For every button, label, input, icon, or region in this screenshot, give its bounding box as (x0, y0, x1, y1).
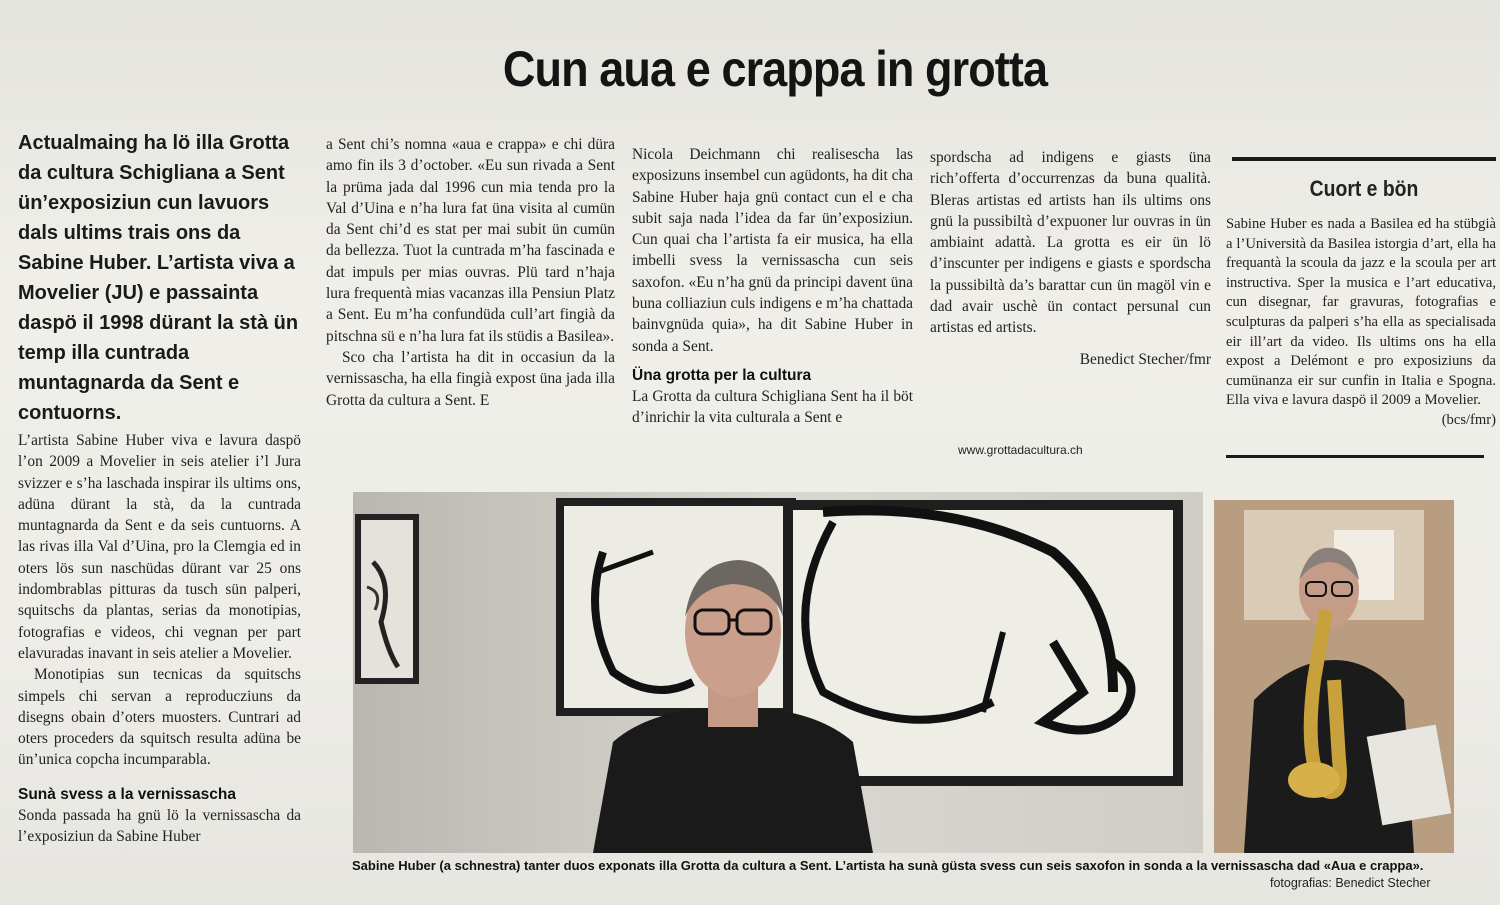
article-column-2 (326, 134, 615, 411)
main-photo (353, 492, 1203, 853)
paragraph: Nicola Deichmann chi realisescha las exposizuns insembel cun agüdonts, ha dit cha Sabine Huber haja gnü contact cun el e cha subit saja nada l’idea da far ün’exposiziun. Cun quai cha l’artista fa eir musica, ha ella imbelli svess la vernissascha cun seis saxofon. «Eu n’ha gnü da principi davent üna buna colliaziun culs indigens e m’ha chattada bainvgnüda quia», ha dit Sabine Huber in sonda a Sent. (632, 146, 913, 355)
paragraph: a Sent chi’s nomna «aua e crappa» e chi düra amo fin ils 3 d’october. «Eu sun rivada a Sent la prüma jada dal 1996 cun mia tenda pro la Val d’Uina e n’ha lura fat üna visita al cumün da Sent chi’d es stat per mai subit ün cumün da bellezza. Tuot la cuntrada m’ha fascinada e dat impuls per mias ouvras. Plü tard n’haja lura frequentà mias vacanzas illa Pensiun Platz a Sent. Eu m’ha confundüda cull’art fingià da pitschna sü e n’ha lura fat ils stüdis a Basilea». (326, 136, 615, 345)
paragraph: L’artista Sabine Huber viva e lavura daspö l’on 2009 a Movelier in seis atelier i’l Jura svizzer e s’ha laschada inspirar ils ultims ons, adüna dürant la stà, da la cuntrada muntagnarda da Sent e da seis cuntuorns. A las rivas illa Val d’Uina, pro la Clemgia ed in oters lös sun naschüdas dürant var 25 ons indombrablas pitturas da tusch sün palperi, squitschs da plantas, serias da monotipias, fotografias e videos, chi vegnan per part elavuradas inavant in seis atelier a Movelier. (18, 432, 301, 662)
paragraph: Sonda passada ha gnü lö la vernissascha da l’exposiziun da Sabine Huber (18, 806, 301, 846)
headline: Cun aua e crappa in grotta (502, 41, 1048, 97)
info-box-credit: (bcs/fmr) (1441, 411, 1496, 428)
photo-illustration (1214, 500, 1454, 853)
info-box-body: Sabine Huber es nada a Basilea ed ha stübgià a l’Università da Basilea istorgia d’art, ella ha frequantà la scoula da jazz e la scoula per art instructiva. Sper la musica e l’art educativa, cun disegnar, far gravuras, fotografias e sculpturas da palperi s’ha ella as specialisada eir ill’art da video. Ils ultims ons ha ella expost a Delémont e pro exposiziuns da cumünanza eir sur cunfin in Italia e Spogna. Ella viva e lavura daspö il 2009 a Movelier. (1226, 216, 1496, 409)
info-box-title: Cuort e bön (1309, 176, 1419, 201)
box-top-rule (1232, 157, 1496, 161)
article-column-4 (930, 147, 1211, 370)
lead-paragraph: Actualmaing ha lö illa Grotta da cultura Schigliana a Sent ün’exposiziun cun lavuors dals ultims trais ons da Sabine Huber. L’artista viva a Movelier (JU) e passainta daspö il 1998 dürant la stà ün temp illa cuntrada muntagnarda da Sent e contuorns. (18, 132, 299, 424)
paragraph: spordscha ad indigens e giasts üna rich’offerta d’occurrenzas da buna qualità. Bleras artistas ed artists han ils ultims ons gnü la pussibiltà d’expuoner lur ouvras in ün ambiaint adattà. La grotta es eir ün lö d’inscunter per indigens e giasts e spordscha la pussibiltà da’s barattar cun ün magöl vin e dad avair uschè ün contact persunal cun artistas ed artists. (930, 149, 1211, 337)
subheading: Üna grotta per la cultura (632, 366, 812, 384)
paragraph: La Grotta da cultura Schigliana Sent ha il böt d’inrichir la vita culturala a Sent e (632, 387, 913, 427)
photo-illustration (353, 492, 1203, 853)
author-signature: Benedict Stecher/fmr (1079, 350, 1211, 368)
paragraph: Sco cha l’artista ha dit in occasiun da la vernissascha, ha ella fingià expost üna jada illa Grotta da cultura a Sent. E (326, 348, 615, 409)
article-column-1 (18, 430, 301, 847)
paragraph: Monotipias sun tecnicas da squitschs simpels chi servan a reproducziuns da disegns obain d’oters muosters. Cuntrari ad oters proceders da squitsch resulta adüna be ün’unica copcha incumparabla. (18, 666, 301, 769)
photo-credit: fotografias: Benedict Stecher (1270, 876, 1431, 890)
article-column-3 (632, 144, 913, 429)
box-bottom-rule (1226, 455, 1484, 458)
info-box-text (1226, 215, 1496, 431)
photo-caption: Sabine Huber (a schnestra) tanter duos exponats illa Grotta da cultura a Sent. L’artista ha sunà güsta svess cun seis saxofon in sonda a la vernissascha dad «Aua e crappa». (352, 858, 1424, 873)
saxophone-photo (1214, 500, 1454, 853)
subheading: Sunà svess a la vernissascha (18, 785, 237, 803)
website-link[interactable]: www.grottadacultura.ch (958, 443, 1083, 457)
